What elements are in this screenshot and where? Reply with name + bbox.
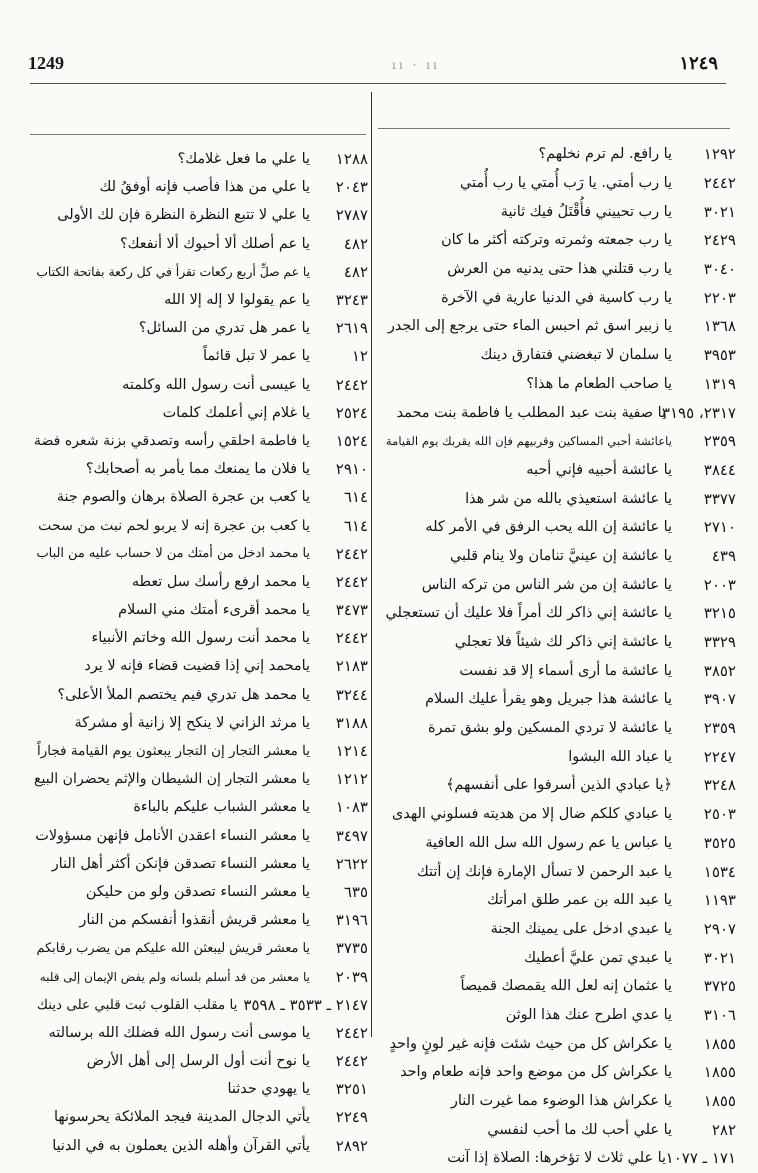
- index-entry: [380, 1058, 736, 1087]
- entry-hadith-text: يا علي من هذا فأصب فإنه أوفقُ لك: [99, 179, 310, 196]
- index-entry: [30, 342, 368, 370]
- entry-hadith-number: ٢٨٢: [711, 1120, 736, 1139]
- index-entry: [30, 399, 368, 427]
- index-entry: [30, 991, 368, 1019]
- entry-hadith-number: ١٨٥٥: [703, 1063, 736, 1082]
- entry-hadith-text: يا عائشة هذا جبريل وهو يقرأ عليك السلام: [425, 691, 672, 708]
- index-entry: [30, 596, 368, 624]
- entry-hadith-number: ٢٥٠٣: [703, 805, 736, 824]
- index-entry: [380, 1115, 736, 1144]
- entry-hadith-text: يا محمد هل تدري فيم يختصم الملأ الأعلى؟: [57, 686, 310, 703]
- entry-hadith-number: ٣٢٤٨: [703, 776, 736, 795]
- entry-hadith-number: ٢١٨٣: [335, 657, 368, 676]
- entry-hadith-text: يا عائشة إن من شر الناس من تركه الناس: [421, 576, 672, 593]
- entry-hadith-text: يا عائشة استعيذي بالله من شر هذا: [465, 490, 672, 507]
- index-entry: [380, 829, 736, 858]
- index-entry: [30, 822, 368, 850]
- entry-hadith-number: ٣٤٩٧: [335, 826, 368, 845]
- entry-hadith-number: ٢٢٤٩: [335, 1108, 368, 1127]
- entry-hadith-text: يأتي القرآن وأهله الذين يعملون به في الدنيا: [52, 1137, 310, 1154]
- entry-hadith-number: ٣١٩٦: [335, 911, 368, 930]
- entry-hadith-text: يا رب كاسية في الدنيا عارية في الآخرة: [441, 289, 672, 306]
- entry-hadith-number: ٣٩٠٧: [703, 690, 736, 709]
- entry-hadith-text: يا كعب بن عجرة إنه لا يربو لحم نبت من سحت: [38, 517, 310, 534]
- entry-hadith-number: ٢٤٤٢: [335, 375, 368, 394]
- entry-hadith-text: يا عكراش هذا الوضوء مما غيرت النار: [450, 1093, 672, 1110]
- entry-hadith-number: ٣٠٢١: [703, 948, 736, 967]
- entry-hadith-number: ٣٣٢٩: [703, 633, 736, 652]
- index-entry: [380, 255, 736, 284]
- index-entry: [30, 511, 368, 539]
- entry-hadith-number: ٣٤٧٣: [335, 601, 368, 620]
- entry-hadith-number: ٢٤٤٢: [335, 544, 368, 563]
- index-entry: [30, 314, 368, 342]
- entry-hadith-text: يا رافع. لم ترم نخلهم؟: [538, 146, 672, 163]
- header-ornament: ıı · ıı: [392, 58, 440, 72]
- index-entry: [30, 201, 368, 229]
- entry-hadith-number: ٣٧٣٥: [335, 939, 368, 958]
- entry-hadith-text: يا عم أصلك ألا أحبوك ألا أنفعك؟: [119, 235, 310, 252]
- index-entry: [30, 1132, 368, 1160]
- entry-hadith-text: يا محمد ارفع رأسك سل تعطه: [131, 573, 310, 590]
- index-entry: [380, 370, 736, 399]
- entry-hadith-text: يا عبد الله بن عمر طلق امرأتك: [487, 892, 672, 909]
- entry-hadith-text: يا عبدي تمن عليَّ أعطيك: [524, 949, 672, 966]
- entry-hadith-text: يا سلمان لا تبغضني فتفارق دينك: [480, 347, 672, 364]
- index-entry: [30, 681, 368, 709]
- entry-hadith-text: يا عائشة إني ذاكر لك شيئاً فلا تعجلي: [454, 634, 672, 651]
- entry-hadith-number: ٢٣٥٩: [703, 432, 736, 451]
- entry-hadith-text: يا صفية بنت عبد المطلب يا فاطمة بنت محمد: [396, 404, 666, 421]
- index-entry: [380, 972, 736, 1001]
- entry-hadith-number: ٣٥٢٥: [703, 833, 736, 852]
- entry-hadith-number: ١٢١٢: [335, 770, 368, 789]
- entry-hadith-number: ١٠٨٣: [335, 798, 368, 817]
- entry-hadith-number: ٢٤٤٢: [335, 572, 368, 591]
- entry-hadith-text: يا موسى أنت رسول الله فضلك الله برسالته: [48, 1024, 310, 1041]
- index-entry: [380, 599, 736, 628]
- entry-hadith-text: يا معشر الشباب عليكم بالباءة: [133, 799, 310, 816]
- entry-hadith-text: يا عيسى أنت رسول الله وكلمته: [122, 376, 310, 393]
- index-entry: [30, 371, 368, 399]
- entry-hadith-number: ٣٠٢١: [703, 202, 736, 221]
- entry-hadith-text: يا عمر هل تدري من السائل؟: [138, 320, 310, 337]
- entry-hadith-number: ١٣٦٨: [703, 317, 736, 336]
- index-entry: [30, 540, 368, 568]
- entry-hadith-number: ٦٣٥: [343, 882, 368, 901]
- entry-hadith-text: يا صاحب الطعام ما هذا؟: [526, 375, 672, 392]
- entry-hadith-number: ٣٠٤٠: [703, 260, 736, 279]
- entry-hadith-number: ٢٤٤٢: [335, 629, 368, 648]
- index-entry: [30, 258, 368, 286]
- entry-hadith-text: يا عثمان إنه لعل الله يقمصك قميصاً: [460, 978, 672, 995]
- entry-hadith-number: ٣٢١٥: [703, 604, 736, 623]
- entry-hadith-text: يا عدي اطرح عنك هذا الوثن: [505, 1006, 672, 1023]
- entry-hadith-number: ٢٩١٠: [335, 460, 368, 479]
- index-entry: [380, 1001, 736, 1030]
- index-entry: [380, 312, 736, 341]
- entry-hadith-text: يا عائشة أحبيه فإني أحبه: [526, 461, 672, 478]
- index-entry: [30, 455, 368, 483]
- page-number-arabic: ١٢٤٩: [679, 53, 718, 74]
- entry-hadith-text: يا محمد أقرىء أمتك مني السلام: [118, 602, 310, 619]
- entry-hadith-number: ٢٧١٠: [703, 518, 736, 537]
- index-entry: [380, 857, 736, 886]
- entry-hadith-text: يا علي ثلاث لا تؤخرها: الصلاة إذا آنت: [447, 1150, 666, 1167]
- index-entry: [30, 568, 368, 596]
- entry-hadith-text: يا رب قتلني هذا حتى يدنيه من العرش: [447, 261, 672, 278]
- entry-hadith-text: يا عائشة إن عينيَّ تنامان ولا ينام قلبي: [450, 547, 672, 564]
- index-entry: [380, 542, 736, 571]
- entry-hadith-text: يامحمد إني إذا قضيت قضاء فإنه لا يرد: [84, 658, 310, 675]
- entry-hadith-number: ٢٤٢٩: [703, 231, 736, 250]
- entry-hadith-number: ٢٢٤٧: [703, 747, 736, 766]
- entry-hadith-number: ٣٩٥٣: [703, 346, 736, 365]
- entry-hadith-number: ٣٢٤٤: [335, 685, 368, 704]
- index-column-right: [380, 140, 736, 1173]
- index-entry: [380, 1029, 736, 1058]
- entry-hadith-text: يا علي لا تتبع النظرة النظرة فإن لك الأولى: [57, 207, 310, 224]
- entry-hadith-text: يا مرثد الزاني لا ينكح إلا زانية أو مشركة: [74, 714, 310, 731]
- entry-hadith-text: يا علي أحب لك ما أحب لنفسي: [487, 1121, 672, 1138]
- entry-hadith-number: ٣٧٢٥: [703, 977, 736, 996]
- index-entry: [380, 915, 736, 944]
- entry-hadith-text: يا عباس يا عم رسول الله سل الله العافية: [425, 834, 672, 851]
- index-entry: [380, 427, 736, 456]
- entry-hadith-text: يا محمد أنت رسول الله وخاتم الأنبياء: [91, 630, 310, 647]
- entry-hadith-text: يا معشر النساء تصدقن ولو من حليكن: [85, 883, 310, 900]
- index-entry: [30, 1019, 368, 1047]
- index-entry: [380, 800, 736, 829]
- index-entry: [380, 714, 736, 743]
- index-entry: [380, 197, 736, 226]
- entry-hadith-text: يا عم صلِّ أربع ركعات تقرأ في كل ركعة بفاتحة الكتاب: [36, 264, 310, 279]
- entry-hadith-text: يا عائشة لا تردي المسكين ولو بشق تمرة: [428, 720, 672, 737]
- entry-hadith-number: ٢٤٤٢: [703, 174, 736, 193]
- index-entry: [380, 341, 736, 370]
- index-entry: [380, 742, 736, 771]
- entry-hadith-text: يا غلام إني أعلمك كلمات: [162, 404, 310, 421]
- entry-hadith-text: يا عبدي ادخل على يمينك الجنة: [490, 920, 672, 937]
- index-entry: [380, 656, 736, 685]
- column-divider: [371, 92, 372, 1037]
- entry-hadith-text: يا معشر قريش أنقذوا أنفسكم من النار: [79, 912, 310, 929]
- index-column-left: [30, 145, 368, 1160]
- index-entry: [380, 513, 736, 542]
- entry-hadith-text: يا معشر النساء اعقدن الأنامل فإنهن مسؤولات: [35, 827, 310, 844]
- index-entry: [30, 962, 368, 990]
- entry-hadith-number: ٢٦١٩: [335, 319, 368, 338]
- index-entry: [30, 145, 368, 173]
- entry-hadith-number: ١٢٩٢: [703, 145, 736, 164]
- entry-hadith-number: ٢٧٨٧: [335, 206, 368, 225]
- index-entry: [30, 793, 368, 821]
- right-column-top-rule: [378, 128, 730, 129]
- entry-hadith-text: يا معشر النساء تصدقن فإنكن أكثر أهل النار: [51, 855, 310, 872]
- entry-hadith-number: ١٨٥٥: [703, 1034, 736, 1053]
- entry-hadith-number: ١٨٥٥: [703, 1092, 736, 1111]
- entry-hadith-text: يا معشر التجار إن الشيطان والإثم يحضران البيع: [33, 771, 310, 788]
- entry-hadith-number: ٢٢٠٣: [703, 288, 736, 307]
- entry-hadith-number: ٢٣١٧، ٣١٩٥: [661, 403, 736, 422]
- index-entry: [380, 886, 736, 915]
- entry-hadith-text: يا عائشة ما أرى أسماء إلا قد نفست: [459, 662, 672, 679]
- entry-hadith-number: ١٧١ ـ ١٠٧٧: [665, 1149, 736, 1168]
- entry-hadith-number: ١٥٣٤: [703, 862, 736, 881]
- entry-hadith-number: ٣٨٤٤: [703, 460, 736, 479]
- entry-hadith-number: ١٢٨٨: [335, 150, 368, 169]
- index-entry: [30, 1103, 368, 1131]
- index-entry: [30, 427, 368, 455]
- entry-hadith-text: يا عمر لا تبل قائماً: [203, 348, 310, 365]
- entry-hadith-text: يا زبير اسق ثم احبس الماء حتى يرجع إلى الجدر: [387, 318, 672, 335]
- index-entry: [30, 737, 368, 765]
- entry-hadith-number: ٣٨٥٢: [703, 661, 736, 680]
- entry-hadith-text: يا معشر قريش ليبعثن الله عليكم من يضرب رقابكم: [36, 940, 310, 956]
- entry-hadith-text: يا فاطمة احلقي رأسه وتصدقي بزنة شعره فضة: [33, 432, 310, 449]
- index-entry: [380, 1144, 736, 1173]
- entry-hadith-number: ٣٢٥١: [335, 1080, 368, 1099]
- entry-hadith-number: ٤٨٢: [343, 262, 368, 281]
- entry-hadith-number: ١٥٢٤: [335, 431, 368, 450]
- entry-hadith-text: يا عائشة إن الله يحب الرفق في الأمر كله: [425, 519, 672, 536]
- index-entry: [380, 484, 736, 513]
- entry-hadith-number: ١٢: [351, 347, 368, 366]
- index-entry: [380, 628, 736, 657]
- index-entry: [30, 230, 368, 258]
- entry-hadith-number: ٦١٤: [343, 516, 368, 535]
- index-entry: [30, 1075, 368, 1103]
- entry-hadith-text: يا عباد الله البشوا: [568, 748, 672, 765]
- index-entry: [380, 283, 736, 312]
- entry-hadith-text: يا رب أمتي. يا رَب أُمتي يا رب أُمتي: [460, 175, 672, 192]
- entry-hadith-text: يا مقلب القلوب ثبت قلبي على دينك: [36, 996, 238, 1013]
- index-entry: [30, 624, 368, 652]
- index-entry: [380, 226, 736, 255]
- entry-hadith-text: يا معشر التجار إن التجار يبعثون يوم القيامة فجاراً: [37, 743, 310, 760]
- entry-hadith-number: ٢٥٢٤: [335, 403, 368, 422]
- index-entry: [30, 878, 368, 906]
- entry-hadith-text: يا عبادي كلكم ضال إلا من هديته فسلوني الهدى: [392, 806, 672, 823]
- page-number-latin: 1249: [28, 53, 64, 73]
- entry-hadith-text: يا فلان ما يمنعك مما يأمر به أصحابك؟: [85, 461, 310, 478]
- entry-hadith-number: ٢٤٤٢: [335, 1052, 368, 1071]
- entry-hadith-text: يا محمد ادخل من أمتك من لا حساب عليه من الباب: [36, 546, 310, 562]
- entry-hadith-number: ١٢١٤: [335, 742, 368, 761]
- index-entry: [30, 173, 368, 201]
- entry-hadith-number: ٢٠٤٣: [335, 178, 368, 197]
- index-entry: [30, 709, 368, 737]
- index-entry: [380, 685, 736, 714]
- index-entry: [380, 943, 736, 972]
- index-entry: [30, 1047, 368, 1075]
- entry-hadith-text: يا يهودي حدثنا: [227, 1081, 310, 1098]
- index-entry: [30, 483, 368, 511]
- entry-hadith-number: ٢١٤٧ ـ ٣٥٣٣ ـ ٣٥٩٨: [243, 995, 368, 1014]
- index-entry: [30, 850, 368, 878]
- entry-hadith-text: يأتي الدجال المدينة فيجد الملائكة يحرسونها: [53, 1109, 310, 1126]
- left-column-top-rule: [30, 134, 366, 135]
- entry-hadith-text: ﴿يا عبادي الذين أسرفوا على أنفسهم﴾: [446, 777, 672, 794]
- header-rule: [30, 83, 726, 84]
- index-entry: [30, 652, 368, 680]
- entry-hadith-text: يا عائشة إني ذاكر لك أمراً فلا عليك أن تستعجلي: [385, 605, 672, 622]
- index-entry: [380, 771, 736, 800]
- entry-hadith-text: ياعائشة أحبي المساكين وقربيهم فإن الله يقربك يوم القيامة: [385, 434, 672, 449]
- entry-hadith-number: ٢٤٤٢: [335, 1023, 368, 1042]
- entry-hadith-text: يا علي ما فعل غلامك؟: [177, 151, 310, 168]
- entry-hadith-number: ٢٣٥٩: [703, 719, 736, 738]
- entry-hadith-number: ١٣١٩: [703, 374, 736, 393]
- index-entry: [30, 934, 368, 962]
- entry-hadith-number: ٢٠٣٩: [335, 967, 368, 986]
- entry-hadith-text: يا رب تحييني فأُقْتَلُ فيك ثانية: [500, 203, 672, 220]
- entry-hadith-text: يا عم يقولوا لا إله إلا الله: [164, 292, 310, 309]
- index-entry: [380, 169, 736, 198]
- entry-hadith-number: ١١٩٣: [703, 891, 736, 910]
- index-entry: [380, 1087, 736, 1116]
- index-entry: [30, 765, 368, 793]
- entry-hadith-text: يا معشر من قد أسلم بلسانه ولم يفض الإيمان إلى قلبه: [39, 969, 310, 984]
- entry-hadith-number: ٤٨٢: [343, 234, 368, 253]
- index-entry: [380, 570, 736, 599]
- entry-hadith-number: ٢٠٠٣: [703, 575, 736, 594]
- entry-hadith-text: يا عكراش كل من موضع واحد فإنه طعام واحد: [400, 1064, 672, 1081]
- entry-hadith-number: ٣٢٤٣: [335, 291, 368, 310]
- index-entry: [30, 286, 368, 314]
- entry-hadith-text: يا كعب بن عجرة الصلاة برهان والصوم جنة: [56, 489, 310, 506]
- index-entry: [380, 456, 736, 485]
- entry-hadith-number: ٢٨٩٢: [335, 1136, 368, 1155]
- entry-hadith-text: يا عبد الرحمن لا تسأل الإمارة فإنك إن أتتك: [416, 863, 672, 880]
- entry-hadith-number: ٣١٠٦: [703, 1005, 736, 1024]
- entry-hadith-text: يا عكراش كل من حيث شئت فإنه غير لونٍ واحدٍ: [389, 1035, 672, 1052]
- index-entry: [380, 140, 736, 169]
- entry-hadith-number: ٣٣٧٧: [703, 489, 736, 508]
- entry-hadith-number: ٢٩٠٧: [703, 919, 736, 938]
- entry-hadith-text: يا نوح أنت أول الرسل إلى أهل الأرض: [86, 1053, 310, 1070]
- entry-hadith-number: ٦١٤: [343, 488, 368, 507]
- index-entry: [380, 398, 736, 427]
- entry-hadith-number: ٢٦٢٢: [335, 854, 368, 873]
- entry-hadith-number: ٤٣٩: [711, 546, 736, 565]
- index-entry: [30, 906, 368, 934]
- entry-hadith-number: ٣١٨٨: [335, 713, 368, 732]
- entry-hadith-text: يا رب جمعته وثمرته وتركته أكثر ما كان: [441, 232, 672, 249]
